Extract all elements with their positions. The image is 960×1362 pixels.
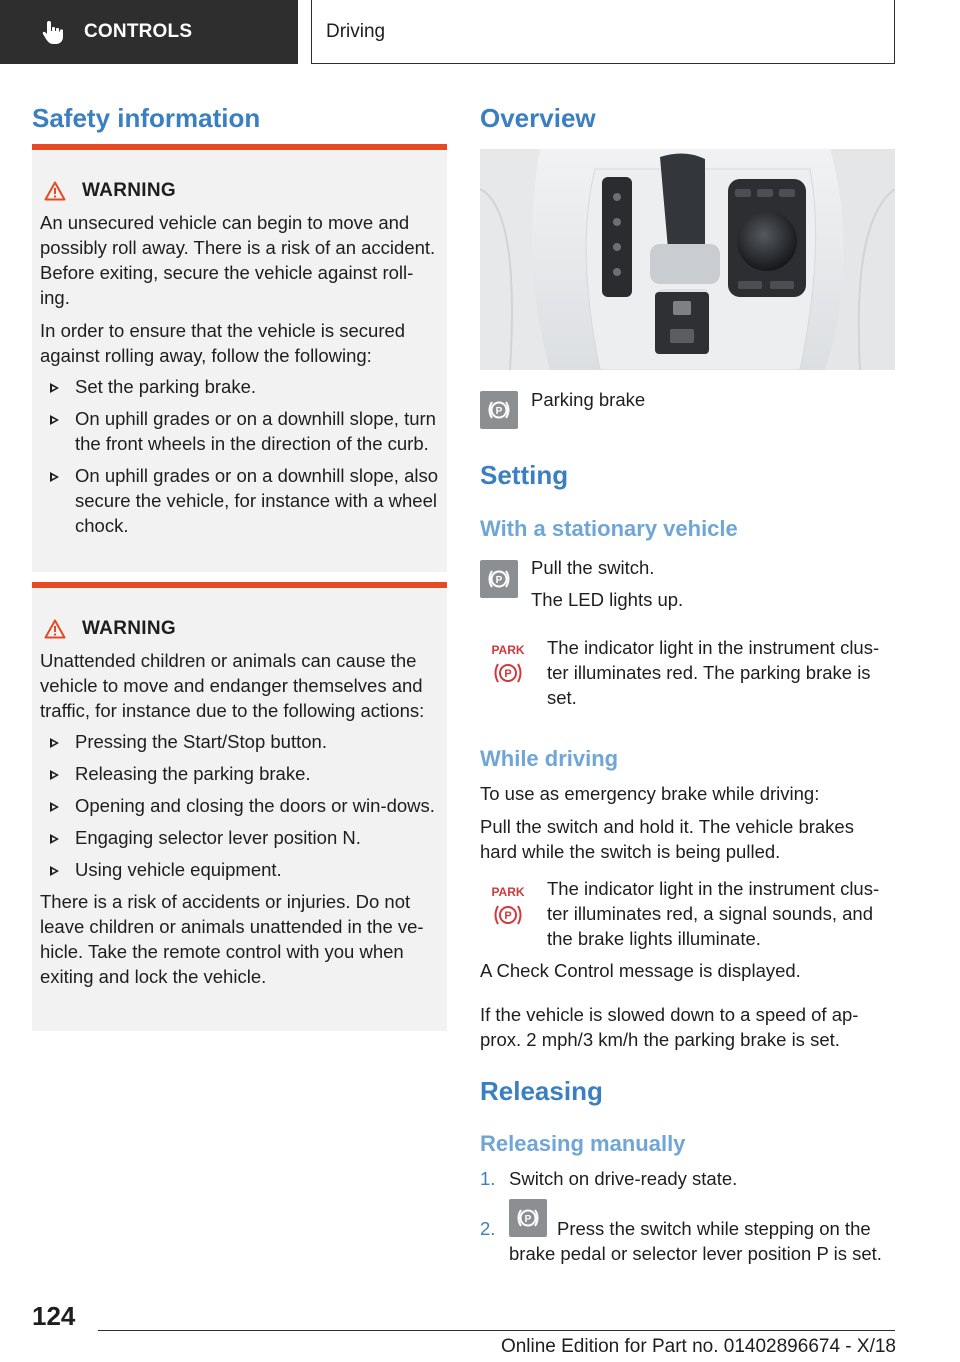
warning1-paragraph-1: An unsecured vehicle can begin to move and possibly roll away. There is a risk of an accident. Before exiting, secure the vehicle against roll-ing. (40, 212, 436, 308)
list-item: Set the parking brake. (40, 374, 439, 399)
park-indicator-icon (488, 884, 528, 936)
indicator-set-text: The indicator light in the instrument clus-ter illuminates red. The parking brake is set. (547, 637, 880, 708)
indicator-signal-text: The indicator light in the instrument clus-ter illuminates red, a signal sounds, and the brake lights illuminate. (547, 878, 880, 949)
list-item: Pressing the Start/Stop button. (40, 729, 439, 754)
warning-box-1 (32, 144, 447, 572)
pull-hold-text: Pull the switch and hold it. The vehicle brakes hard while the switch is being pulled. (480, 816, 854, 862)
page-number: 124 (32, 1301, 76, 1331)
parking-brake-switch-icon (509, 1199, 547, 1237)
section-label: Driving (326, 20, 386, 42)
svg-text:P: P (504, 910, 512, 922)
center-console-photo (480, 149, 895, 370)
safety-heading: Safety information (32, 103, 261, 133)
list-item: On uphill grades or on a downhill slope, also secure the vehicle, for instance with a wheel chock. (40, 463, 439, 538)
warning2-intro: Unattended children or animals can cause the vehicle to move and endanger themselves and traffic, for instance due to the following actions: (40, 650, 425, 721)
svg-text:PARK: PARK (491, 643, 525, 657)
led-text: The LED lights up. (531, 589, 684, 610)
manual-heading: Releasing manually (480, 1131, 686, 1156)
pull-switch-text: Pull the switch. (531, 557, 655, 578)
parking-brake-label: Parking brake (531, 389, 646, 410)
footer-edition: Online Edition for Part no. 01402896674 - X/18 (500, 1336, 896, 1357)
driving-heading: While driving (480, 746, 619, 771)
slowed-text: If the vehicle is slowed down to a speed of ap-prox. 2 mph/3 km/h the parking brake is set. (480, 1004, 859, 1050)
list-item: Opening and closing the doors or win-dows. (40, 793, 439, 818)
overview-heading: Overview (480, 103, 596, 133)
hand-pointer-icon (40, 19, 66, 45)
svg-text:P: P (495, 406, 503, 417)
stationary-heading: With a stationary vehicle (480, 516, 738, 541)
section-header (311, 0, 895, 64)
setting-heading: Setting (480, 460, 569, 490)
list-item: 1. Switch on drive-ready state. (480, 1168, 738, 1189)
parking-brake-switch-icon (480, 391, 518, 429)
emergency-text: To use as emergency brake while driving: (480, 783, 820, 804)
park-indicator-icon (488, 642, 528, 694)
svg-text:PARK: PARK (491, 885, 525, 899)
warning-title-1: WARNING (40, 172, 439, 210)
warning2-list (40, 729, 439, 882)
list-item: Using vehicle equipment. (40, 857, 439, 882)
list-item: 2. Press the switch while stepping on the brake pedal or selector lever position P is set. (480, 1218, 882, 1264)
list-item: Releasing the parking brake. (40, 761, 439, 786)
releasing-heading: Releasing (480, 1076, 603, 1106)
svg-text:P: P (504, 668, 512, 680)
list-item: Engaging selector lever position N. (40, 825, 439, 850)
chapter-tab (0, 0, 298, 64)
svg-text:P: P (524, 1214, 532, 1225)
warning2-outro: There is a risk of accidents or injuries. Do not leave children or animals unattended in the ve-hicle. Take the remote control with you when exiting and lock the vehicle. (40, 891, 424, 987)
chapter-label: CONTROLS (84, 21, 193, 42)
warning1-paragraph-2: In order to ensure that the vehicle is secured against rolling away, follow the following: (40, 320, 406, 366)
list-item: On uphill grades or on a downhill slope, turn the front wheels in the direction of the curb. (40, 406, 439, 456)
warning1-list (40, 374, 439, 538)
warning-box-2 (32, 582, 447, 1031)
warning-triangle-icon (44, 619, 66, 639)
warning-title-2: WARNING (40, 610, 439, 648)
svg-text:P: P (495, 575, 503, 586)
footer-divider (98, 1330, 895, 1331)
warning-triangle-icon (44, 181, 66, 201)
check-control-text: A Check Control message is displayed. (480, 960, 801, 981)
parking-brake-switch-icon (480, 560, 518, 598)
